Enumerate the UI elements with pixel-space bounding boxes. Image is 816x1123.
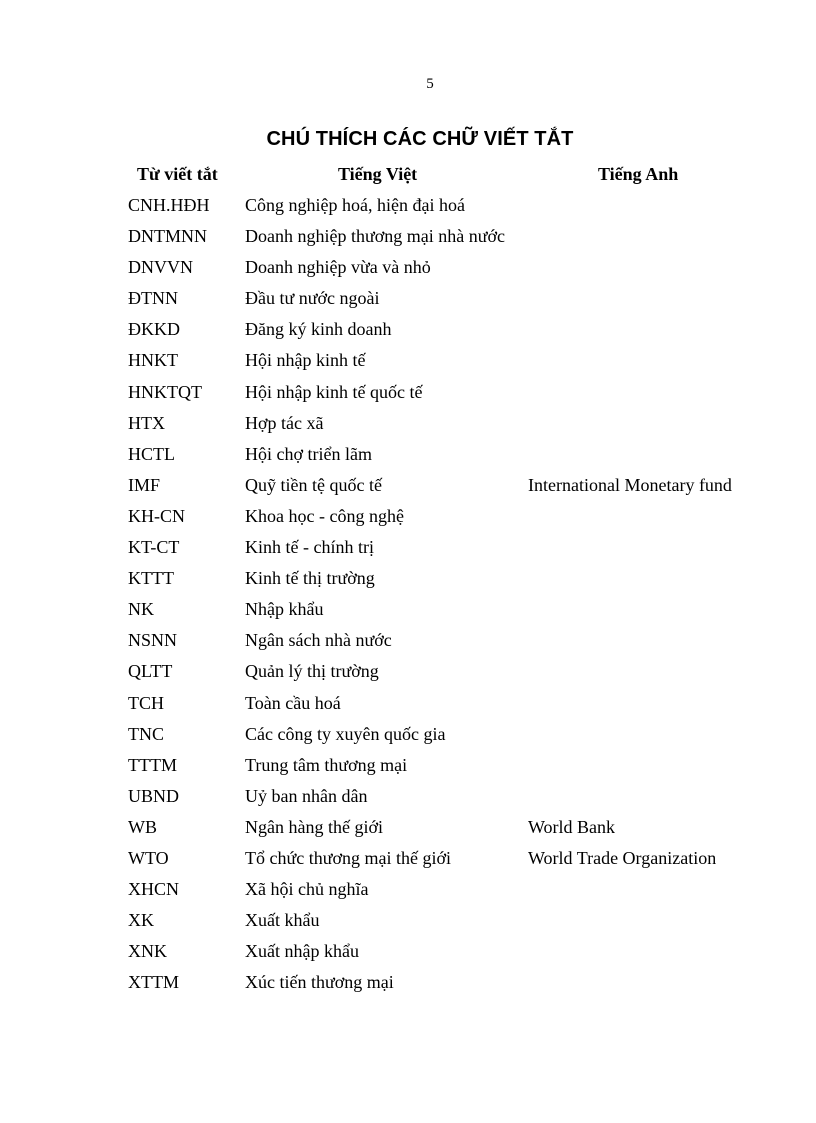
table-row	[0, 597, 816, 628]
abbreviation-cell: QLTT	[128, 661, 173, 682]
vietnamese-cell: Ngân sách nhà nước	[245, 630, 392, 651]
table-row	[0, 628, 816, 659]
header-english: Tiếng Anh	[598, 164, 679, 184]
abbreviation-cell: KTTT	[128, 568, 174, 589]
vietnamese-cell: Hội nhập kinh tế quốc tế	[245, 381, 423, 402]
vietnamese-cell: Công nghiệp hoá, hiện đại hoá	[245, 195, 465, 215]
table-row	[0, 535, 816, 566]
vietnamese-cell: Kinh tế - chính trị	[245, 537, 374, 558]
table-row	[0, 970, 816, 1001]
vietnamese-cell: Tổ chức thương mại thế giới	[245, 847, 452, 868]
vietnamese-cell: Trung tâm thương mại	[245, 754, 408, 775]
vietnamese-cell: Quản lý thị trường	[245, 661, 379, 682]
table-body	[0, 193, 816, 1001]
abbreviation-cell: HCTL	[128, 443, 175, 464]
abbreviation-cell: XNK	[128, 941, 167, 962]
abbreviation-cell: ĐTNN	[128, 288, 178, 309]
table-row	[0, 908, 816, 939]
vietnamese-cell: Toàn cầu hoá	[245, 692, 341, 713]
table-row	[0, 473, 816, 504]
table-row	[0, 566, 816, 597]
table-row	[0, 286, 816, 317]
abbreviation-cell: TTTM	[128, 754, 177, 775]
abbreviation-cell: UBND	[128, 785, 180, 806]
vietnamese-cell: Doanh nghiệp thương mại nhà nước	[245, 226, 505, 247]
table-row	[0, 255, 816, 286]
table-row	[0, 442, 816, 473]
table-row	[0, 784, 816, 815]
abbreviation-cell: XHCN	[128, 879, 180, 900]
vietnamese-cell: Xuất khẩu	[245, 910, 320, 931]
vietnamese-cell: Khoa học - công nghệ	[245, 505, 404, 526]
abbreviation-cell: HTX	[128, 412, 165, 433]
header-vietnamese: Tiếng Việt	[338, 164, 418, 184]
abbreviation-cell: HNKT	[128, 350, 178, 371]
english-cell: International Monetary fund	[528, 474, 732, 495]
abbreviation-cell: XK	[128, 910, 154, 931]
vietnamese-cell: Xuất nhập khẩu	[245, 941, 359, 962]
table-header-row	[0, 162, 816, 193]
abbreviation-cell: XTTM	[128, 972, 179, 993]
abbreviation-cell: DNTMNN	[128, 226, 207, 247]
vietnamese-cell: Nhập khẩu	[245, 599, 324, 620]
vietnamese-cell: Xúc tiến thương mại	[245, 972, 394, 993]
vietnamese-cell: Kinh tế thị trường	[245, 568, 375, 589]
table-row	[0, 504, 816, 535]
page-number: 5	[426, 76, 434, 92]
vietnamese-cell: Đăng ký kinh doanh	[245, 319, 392, 340]
abbreviation-cell: ĐKKD	[128, 319, 180, 340]
table-row	[0, 380, 816, 411]
table-row	[0, 846, 816, 877]
page-title: CHÚ THÍCH CÁC CHỮ VIẾT TẮT	[266, 128, 574, 150]
abbreviation-cell: WB	[128, 816, 157, 837]
vietnamese-cell: Ngân hàng thế giới	[245, 816, 383, 837]
abbreviation-cell: TNC	[128, 723, 164, 744]
vietnamese-cell: Đầu tư nước ngoài	[245, 288, 380, 309]
vietnamese-cell: Các công ty xuyên quốc gia	[245, 723, 446, 744]
abbreviation-cell: KH-CN	[128, 505, 185, 526]
table-row	[0, 722, 816, 753]
table-row	[0, 877, 816, 908]
table-row	[0, 193, 816, 224]
table-row	[0, 659, 816, 690]
abbreviation-cell: IMF	[128, 474, 161, 495]
table-row	[0, 224, 816, 255]
abbreviation-cell: NK	[128, 599, 154, 620]
vietnamese-cell: Quỹ tiền tệ quốc tế	[245, 474, 382, 495]
table-row	[0, 317, 816, 348]
english-cell: World Trade Organization	[528, 847, 717, 868]
header-abbreviation: Từ viết tắt	[137, 164, 218, 184]
abbreviation-cell: WTO	[128, 847, 169, 868]
table-row	[0, 411, 816, 442]
table-row	[0, 348, 816, 379]
english-cell: World Bank	[528, 816, 616, 837]
abbreviation-cell: HNKTQT	[128, 381, 202, 402]
table-row	[0, 939, 816, 970]
vietnamese-cell: Hội nhập kinh tế	[245, 350, 366, 371]
abbreviation-cell: DNVVN	[128, 257, 193, 278]
abbreviation-cell: TCH	[128, 692, 164, 713]
table-row	[0, 815, 816, 846]
table-row	[0, 691, 816, 722]
abbreviation-cell: NSNN	[128, 630, 178, 651]
vietnamese-cell: Hội chợ triển lãm	[245, 443, 372, 464]
abbreviation-cell: KT-CT	[128, 537, 180, 558]
table-row	[0, 753, 816, 784]
vietnamese-cell: Doanh nghiệp vừa và nhỏ	[245, 257, 431, 278]
vietnamese-cell: Xã hội chủ nghĩa	[245, 879, 369, 900]
abbreviation-table	[0, 162, 816, 1001]
vietnamese-cell: Hợp tác xã	[245, 412, 324, 433]
vietnamese-cell: Uỷ ban nhân dân	[245, 785, 368, 806]
abbreviation-cell: CNH.HĐH	[128, 195, 210, 215]
